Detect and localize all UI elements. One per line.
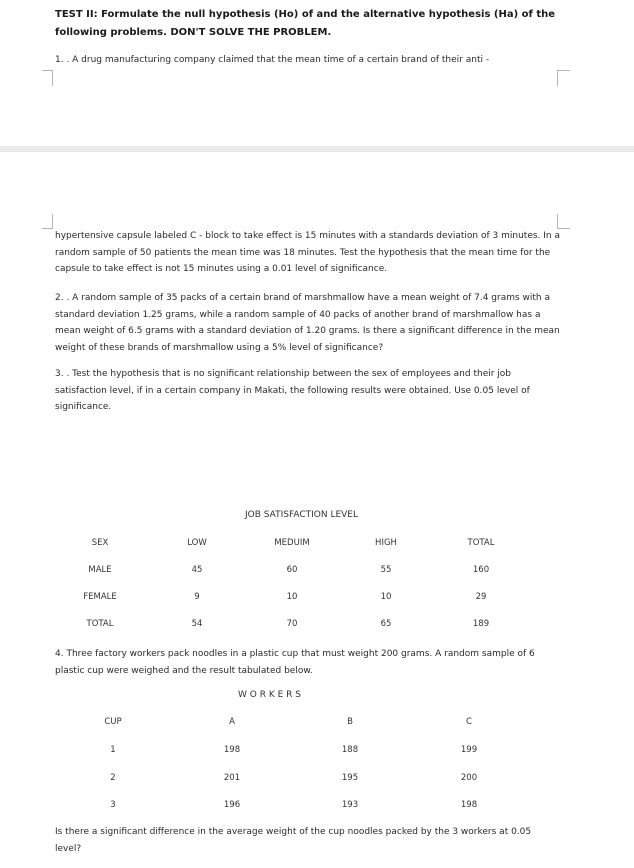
table2-cell: 199 — [460, 745, 478, 755]
crop-mark-top-left — [42, 70, 53, 86]
title-line-2: following problems. DON'T SOLVE THE PROBLEM. — [55, 27, 332, 38]
title-line-1: TEST II: Formulate the null hypothesis (Ho) of and the alternative hypothesis (Ha) of the — [55, 9, 556, 20]
table1-header-total: TOTAL — [467, 538, 495, 548]
crop-mark-top-right — [557, 70, 570, 86]
table2-cell: 193 — [341, 800, 359, 810]
table1-cell: 65 — [380, 619, 392, 629]
table1-cell: 70 — [286, 619, 298, 629]
table1-cell: 45 — [191, 565, 203, 575]
table1-cell: 29 — [475, 592, 487, 602]
table2-header-b: B — [347, 717, 353, 727]
table1-header-medium: MEDUIM — [274, 538, 310, 548]
table2-cell: 188 — [341, 745, 359, 755]
problem-3: 3. . Test the hypothesis that is no significant relationship between the sex of employees and their job satisfaction level, if in a certain company in Makati, the following results were obtained. Use 0.05 level of significance. — [55, 369, 530, 412]
table1-cell: 9 — [194, 592, 200, 602]
problem-2: 2. . A random sample of 35 packs of a certain brand of marshmallow have a mean weight of 7.4 grams with a standard deviation 1.25 grams, while a random sample of 40 packs of another brand of marshmallow has a mean weight of 6.5 grams with a standard deviation of 1.20 grams. Is there a significant difference in the mean weight of these brands of marshmallow using a 5% level of significance? — [55, 293, 560, 353]
table1-cell: 10 — [286, 592, 298, 602]
table1-cell: 54 — [191, 619, 203, 629]
table2-cell: 3 — [110, 800, 116, 810]
table1-cell: TOTAL — [86, 619, 114, 629]
problem-1-part-1: 1. . A drug manufacturing company claimed that the mean time of a certain brand of their anti - — [55, 55, 490, 65]
crop-mark-bottom-right — [557, 214, 570, 229]
problem-4-question: Is there a significant difference in the average weight of the cup noodles packed by the 3 workers at 0.05 level? — [55, 827, 532, 854]
table1-caption: JOB SATISFACTION LEVEL — [245, 510, 358, 520]
table1-cell: FEMALE — [83, 592, 117, 602]
table2-header-cup: CUP — [104, 717, 122, 727]
table2-caption: W O R K E R S — [238, 690, 301, 700]
table2-header-c: C — [466, 717, 472, 727]
table1-header-high: HIGH — [375, 538, 397, 548]
table1-cell: 55 — [380, 565, 392, 575]
table2-cell: 201 — [223, 773, 241, 783]
table2-cell: 198 — [460, 800, 478, 810]
table2-cell: 198 — [223, 745, 241, 755]
table2-cell: 200 — [460, 773, 478, 783]
table1-cell: 189 — [472, 619, 490, 629]
problem-1-part-2: hypertensive capsule labeled C - block to take effect is 15 minutes with a standards deviation of 3 minutes. In a random sample of 50 patients the mean time was 18 minutes. Test the hypothesis that the mean time for the capsule to take effect is not 15 minutes using a 0.01 level of significance. — [55, 231, 561, 274]
crop-mark-bottom-left — [42, 214, 53, 229]
table2-cell: 196 — [223, 800, 241, 810]
table2-cell: 195 — [341, 773, 359, 783]
table2-cell: 1 — [110, 745, 116, 755]
table1-header-low: LOW — [187, 538, 207, 548]
table1-header-sex: SEX — [91, 538, 109, 548]
table1-cell: 60 — [286, 565, 298, 575]
table2-cell: 2 — [110, 773, 116, 783]
table1-cell: 160 — [472, 565, 490, 575]
table2-header-a: A — [229, 717, 235, 727]
table1-cell: 10 — [380, 592, 392, 602]
table1-cell: MALE — [88, 565, 112, 575]
test-title — [55, 6, 565, 42]
problem-4: 4. Three factory workers pack noodles in a plastic cup that must weight 200 grams. A random sample of 6 plastic cup were weighed and the result tabulated below. — [55, 649, 535, 676]
